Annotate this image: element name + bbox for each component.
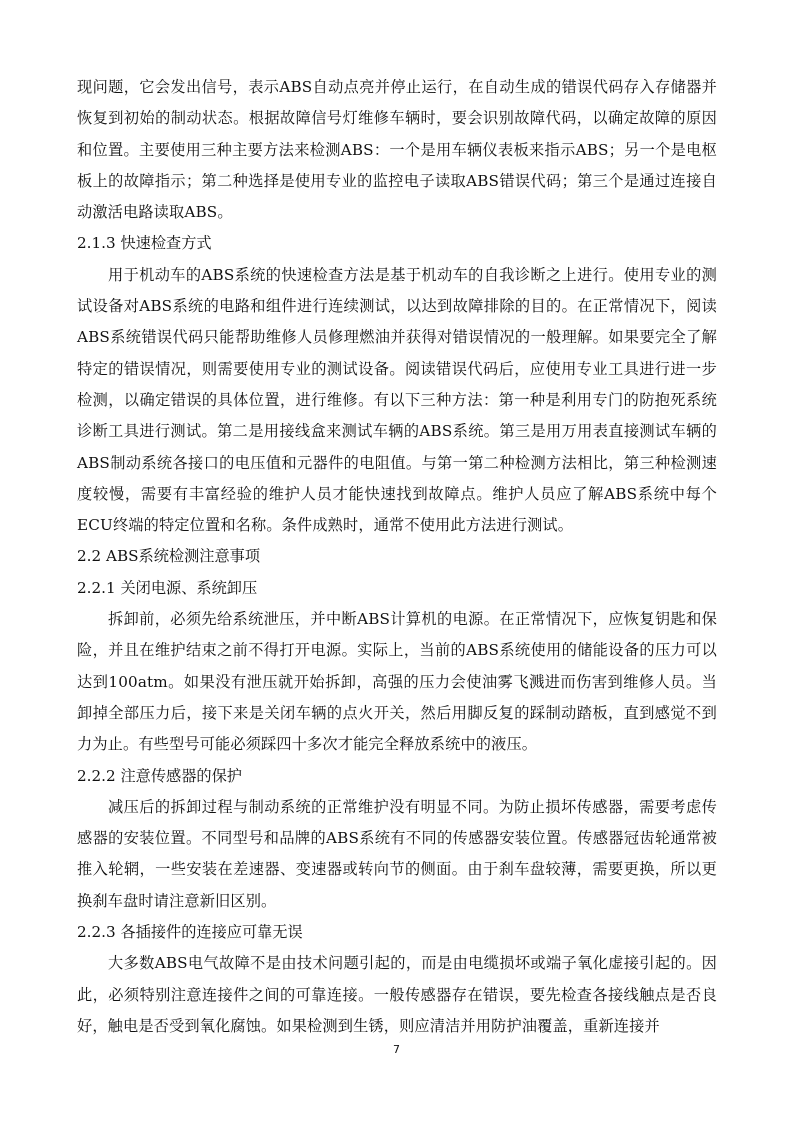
paragraph-power-off-pressure-release: 拆卸前，必须先给系统泄压，并中断ABS计算机的电源。在正常情况下，应恢复钥匙和保险，并且在维护结束之前不得打开电源。实际上，当前的ABS系统使用的储能设备的压力可以达到100atm。如果没有泄压就开始拆卸，高强的压力会使油雾飞溅进而伤害到维修人员。当卸掉全部压力后，接下来是关闭车辆的点火开关，然后用脚反复的踩制动踏板，直到感觉不到力为止。有些型号可能必须踩四十多次才能完全释放系统中的液压。: [77, 610, 717, 754]
document-page: [77, 72, 717, 1042]
section-heading-2-2-2: 2.2.2 注意传感器的保护: [77, 766, 242, 785]
page-number: 7: [393, 1043, 400, 1056]
section-heading-2-2: 2.2 ABS系统检测注意事项: [77, 547, 261, 566]
section-heading-2-2-1: 2.2.1 关闭电源、系统卸压: [77, 578, 258, 597]
section-heading-2-2-3: 2.2.3 各插接件的连接应可靠无误: [77, 923, 303, 942]
paragraph-abs-detection-methods: 现问题，它会发出信号，表示ABS自动点亮并停止运行，在自动生成的错误代码存入存储器并恢复到初始的制动状态。根据故障信号灯维修车辆时，要会识别故障代码，以确定故障的原因和位置。主要使用三种主要方法来检测ABS：一个是用车辆仪表板来指示ABS；另一个是电枢板上的故障指示；第二种选择是使用专业的监控电子读取ABS错误代码；第三个是通过连接自动激活电路读取ABS。: [77, 78, 717, 222]
paragraph-connector-reliability: 大多数ABS电气故障不是由技术问题引起的，而是由电缆损坏或端子氧化虚接引起的。因此，必须特别注意连接件之间的可靠连接。一般传感器存在错误，要先检查各接线触点是否良好，触电是否受到氧化腐蚀。如果检测到生锈，则应清洁并用防护油覆盖，重新连接并: [77, 954, 717, 1035]
paragraph-quick-check: 用于机动车的ABS系统的快速检查方法是基于机动车的自我诊断之上进行。使用专业的测试设备对ABS系统的电路和组件进行连续测试，以达到故障排除的目的。在正常情况下，阅读ABS系统错误代码只能帮助维修人员修理燃油并获得对错误情况的一般理解。如果要完全了解特定的错误情况，则需要使用专业的测试设备。阅读错误代码后，应使用专业工具进行进一步检测，以确定错误的具体位置，进行维修。有以下三种方法：第一种是利用专门的防抱死系统诊断工具进行测试。第二是用接线盒来测试车辆的ABS系统。第三是用万用表直接测试车辆的ABS制动系统各接口的电压值和元器件的电阻值。与第一第二种检测方法相比，第三种检测速度较慢，需要有丰富经验的维护人员才能快速找到故障点。维护人员应了解ABS系统中每个ECU终端的特定位置和名称。条件成熟时，通常不使用此方法进行测试。: [77, 265, 717, 535]
paragraph-sensor-protection: 减压后的拆卸过程与制动系统的正常维护没有明显不同。为防止损坏传感器，需要考虑传感器的安装位置。不同型号和品牌的ABS系统有不同的传感器安装位置。传感器冠齿轮通常被推入轮辋，一些安装在差速器、变速器或转向节的侧面。由于刹车盘较薄，需要更换，所以更换刹车盘时请注意新旧区别。: [77, 797, 717, 910]
section-heading-2-1-3: 2.1.3 快速检查方式: [77, 234, 212, 253]
